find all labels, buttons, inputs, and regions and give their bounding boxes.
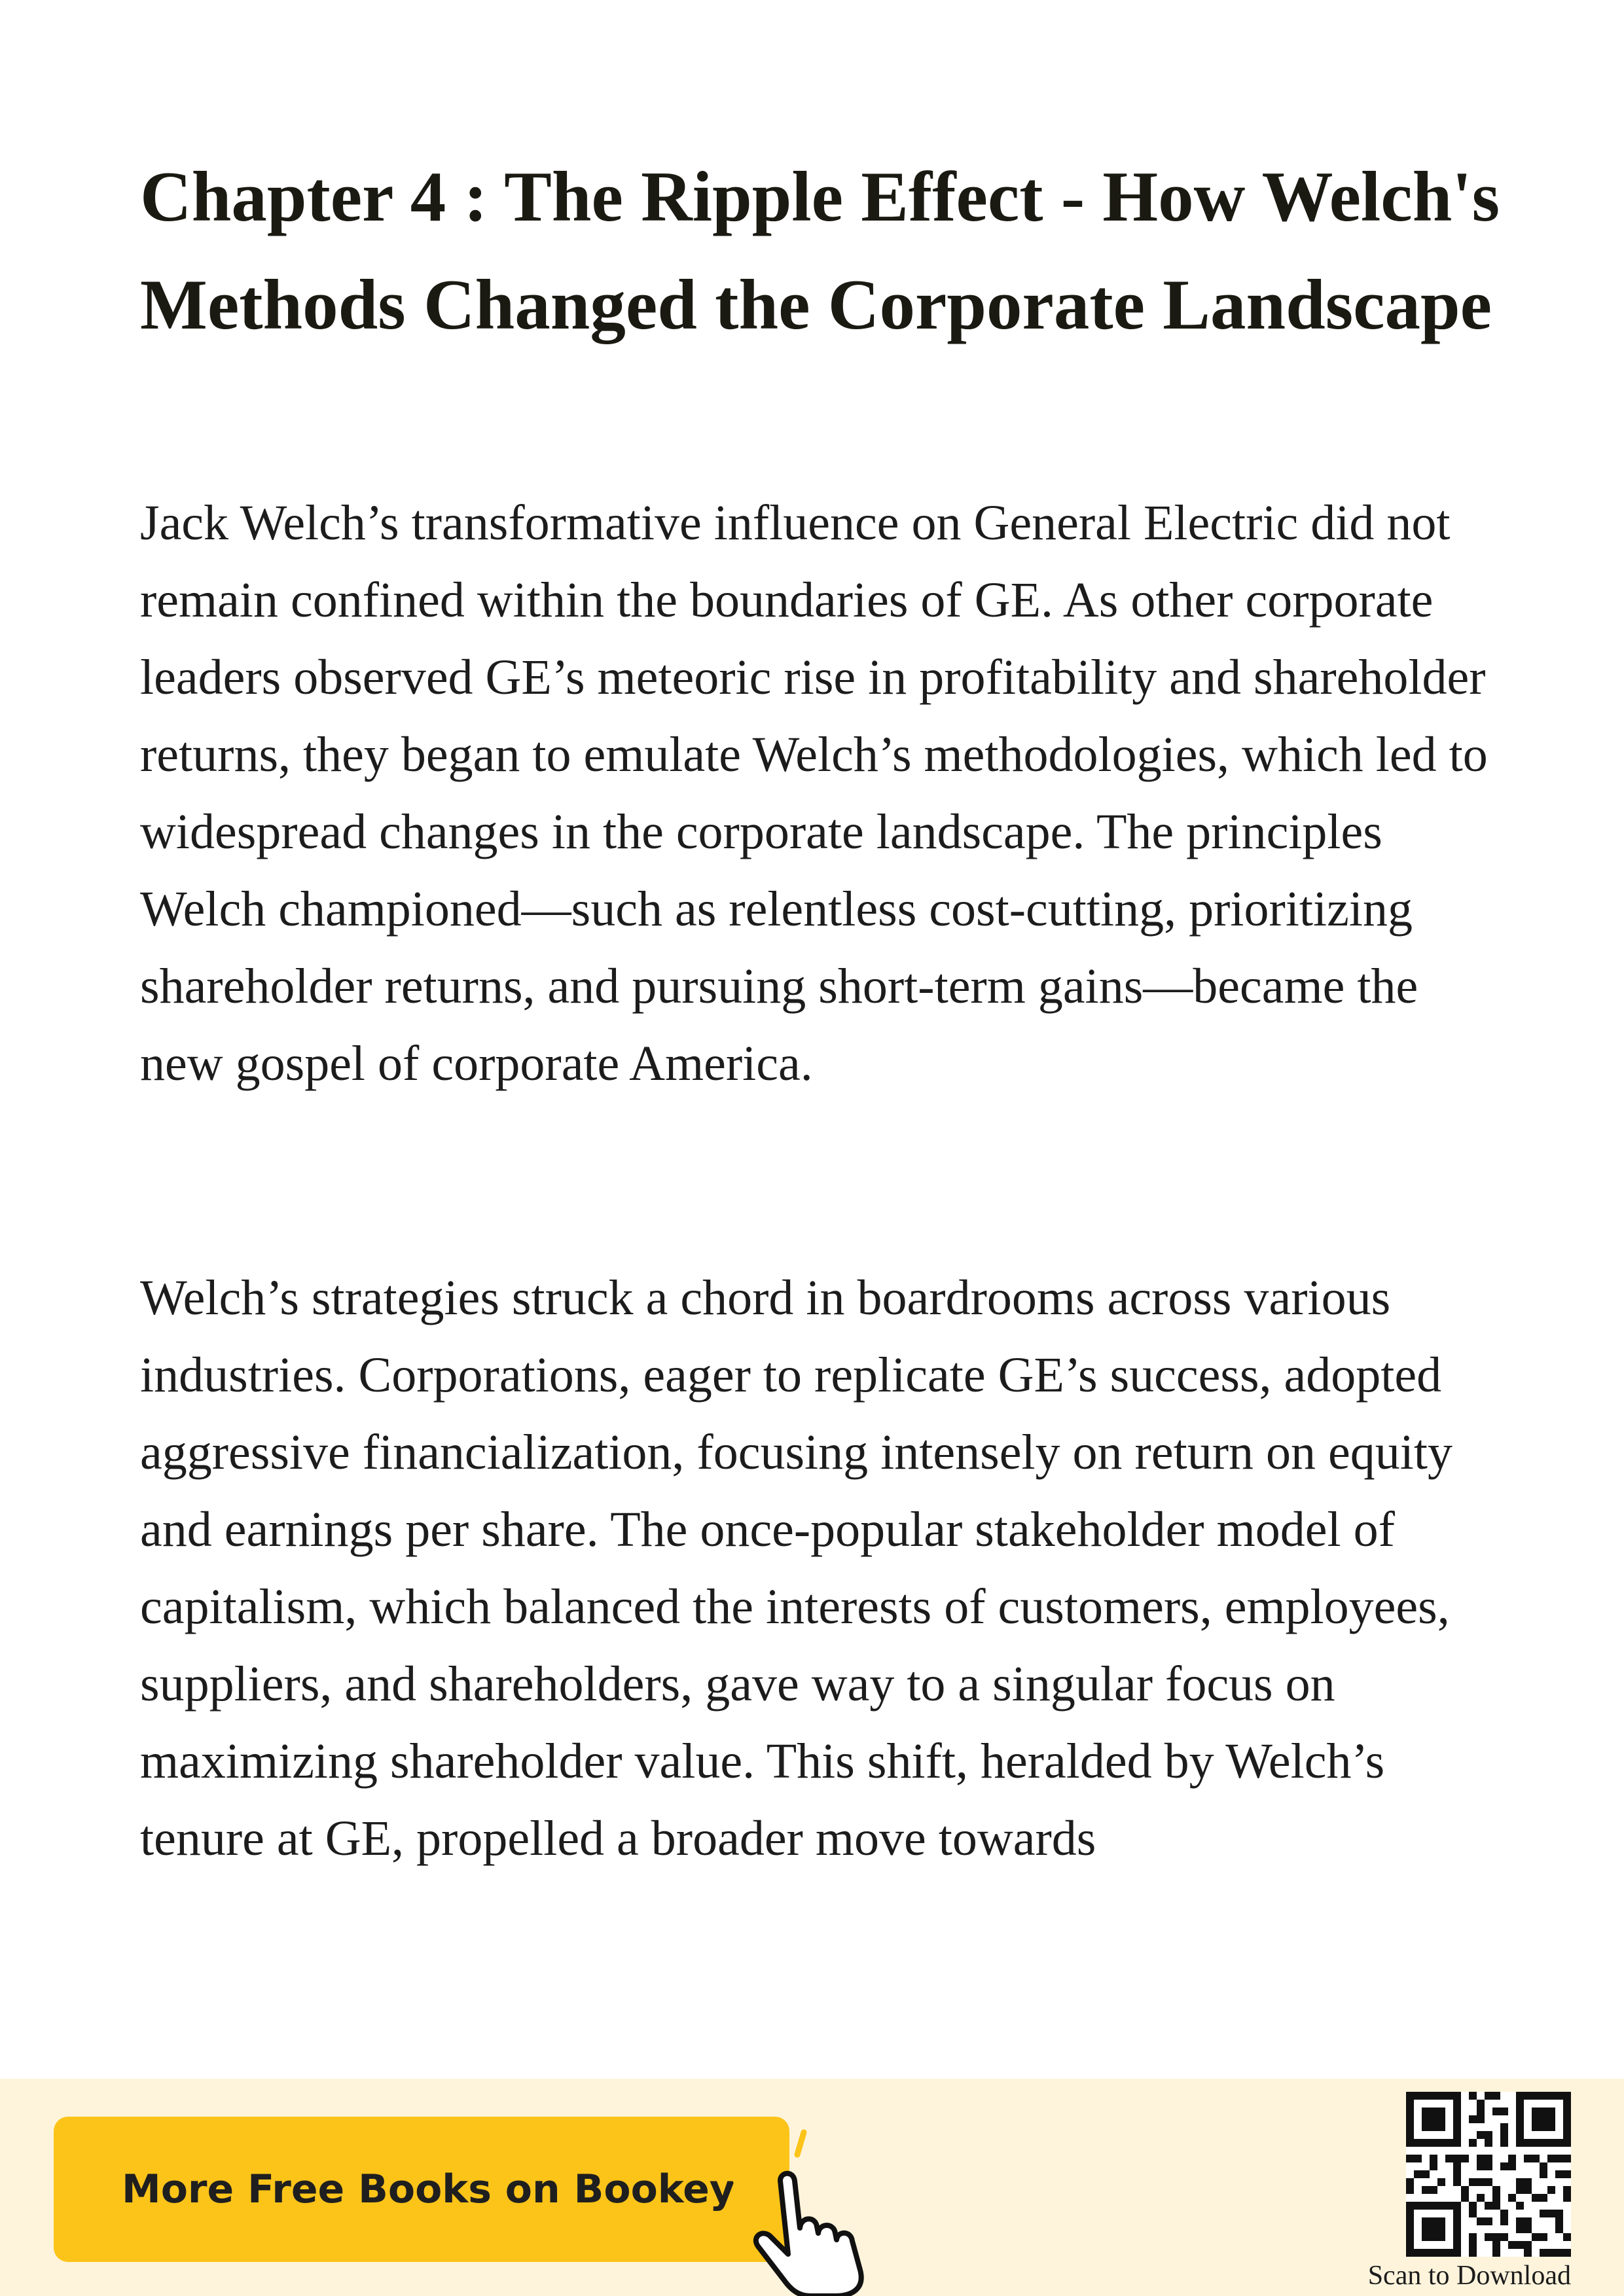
pointing-hand-click-icon[interactable]: [720, 2118, 890, 2296]
cta-label: More Free Books on Bookey: [122, 2166, 735, 2212]
qr-caption: Scan to Download: [1367, 2261, 1571, 2291]
body-paragraph-1: Jack Welch’s transformative influence on General Electric did not remain confined within the boundaries of GE. As other corporate leaders observed GE’s meteoric rise in profitability and shareholder returns, they began to emulate Welch’s methodologies, which led to widespread changes in the corporate landscape. The principles Welch championed—such as relentless cost-cutting, prioritizing shareholder returns, and pursuing short-term gains—became the new gospel of corporate America.: [140, 495, 1488, 1091]
chapter-title: Chapter 4 : The Ripple Effect - How Welch's Methods Changed the Corporate Landscape: [140, 157, 1500, 344]
more-free-books-button[interactable]: [54, 2117, 789, 2262]
body-paragraph-2: Welch’s strategies struck a chord in boardrooms across various industries. Corporations, eager to replicate GE’s success, adopted aggressive financialization, focusing intensely on return on equity and earnings per share. The once-popular stakeholder model of capitalism, which balanced the interests of customers, employees, suppliers, and shareholders, gave way to a singular focus on maximizing shareholder value. This shift, heralded by Welch’s tenure at GE, propelled a broader move towards: [140, 1270, 1453, 1866]
qr-code-icon[interactable]: [1406, 2092, 1571, 2257]
